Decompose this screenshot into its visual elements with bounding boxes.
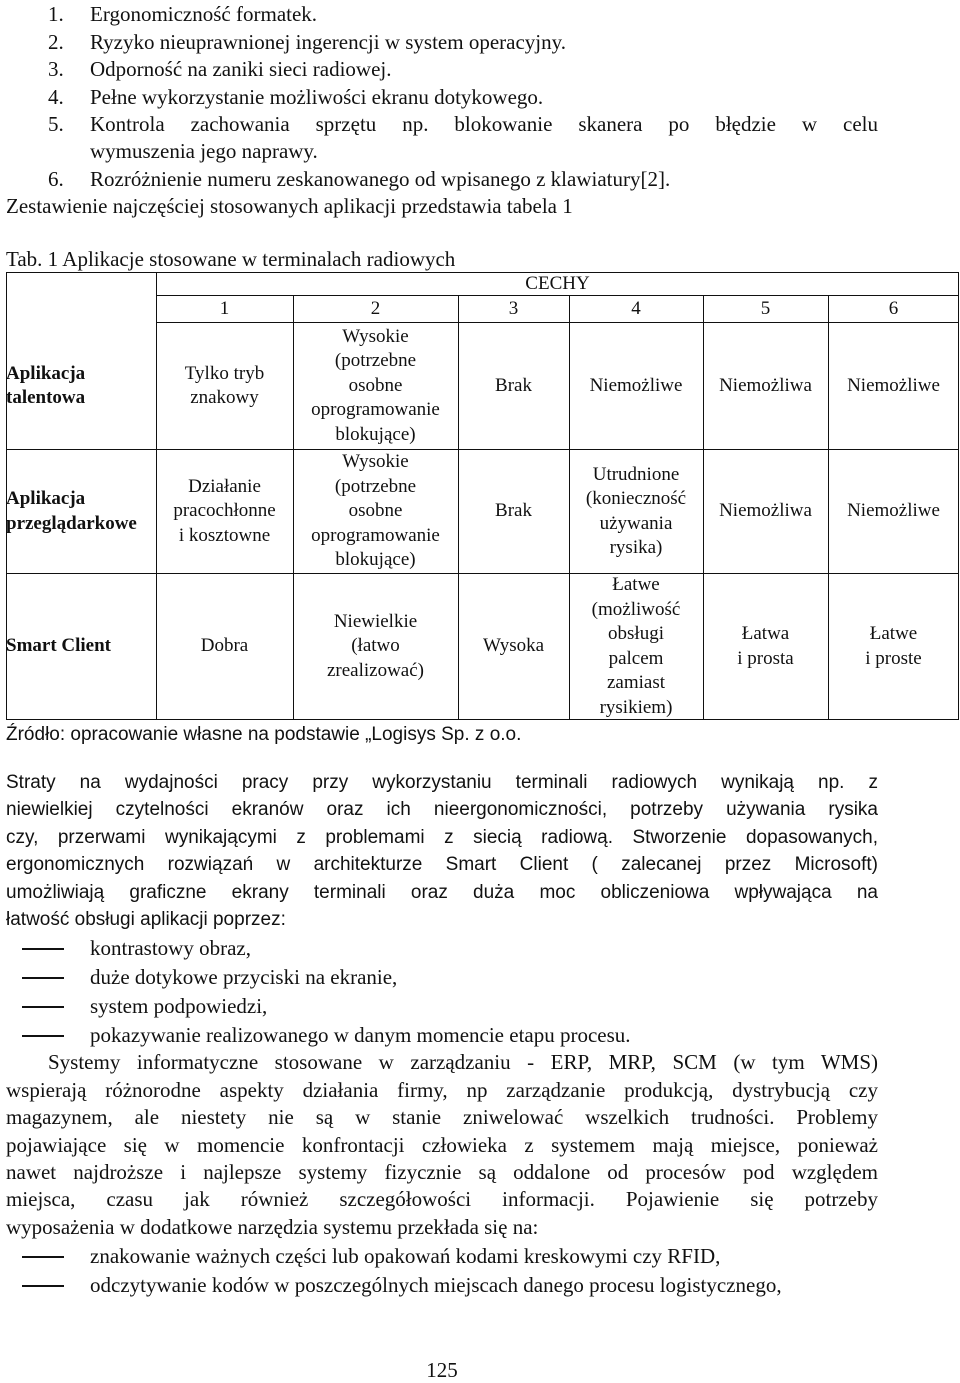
table-cell: Utrudnione (konieczność używania rysika) [585, 463, 687, 558]
list-number: 6. [48, 167, 64, 191]
table-cell: Niemożliwe [847, 500, 940, 522]
paragraph-1-line: łatwość obsługi aplikacji poprzez: [6, 909, 286, 930]
bullet-item: kontrastowy obraz, [90, 936, 251, 960]
list-number: 3. [48, 57, 64, 81]
dash-bullet [22, 1256, 64, 1258]
list-text: Odporność na zaniki sieci radiowej. [90, 57, 392, 81]
paragraph-2-line: magazynem, ale niestety nie są w stanie zniwelować wszelkich trudności. Problemy [6, 1105, 878, 1129]
row-label-smart-client: Smart Client [6, 635, 112, 657]
paragraph-1-line: czy, przerwami wynikającymi z problemami z siecią radiową. Stworzenie dopasowanych, [6, 827, 878, 848]
list-text: Rozróżnienie numeru zeskanowanego od wpisanego z klawiatury[2]. [90, 167, 671, 191]
table-cell: Wysokie (potrzebne osobne oprogramowanie blokujące) [311, 325, 440, 445]
table-cell: Brak [495, 500, 532, 522]
col-number: 1 [219, 297, 230, 319]
list-text-5a: Kontrola zachowania sprzętu np. blokowanie skanera po błędzie w celu [90, 112, 878, 136]
list-item-3 [0, 56, 392, 82]
paragraph-2-line: Systemy informatyczne stosowane w zarządzaniu - ERP, MRP, SCM (w tym WMS) [48, 1050, 878, 1074]
bullet-item: duże dotykowe przyciski na ekranie, [90, 965, 398, 989]
table-cell: Łatwe (możliwość obsługi palcem zamiast rysikiem) [591, 574, 681, 718]
paragraph-2-line: nawet najdroższe i najlepsze systemy fizycznie są oddalone od procesów pod względem [6, 1160, 878, 1184]
page-number: 125 [426, 1358, 458, 1382]
paragraph-2-line: miejsca, czasu jak również szczegółowości informacji. Pojawienie się potrzeby [6, 1187, 878, 1211]
col-number: 5 [760, 297, 771, 319]
list-number: 1. [48, 2, 64, 26]
col-number: 6 [888, 297, 899, 319]
table-cell: Brak [495, 374, 532, 396]
paragraph-1-line: umożliwiają graficzne ekrany terminali oraz duża moc obliczeniowa wpływająca na [6, 882, 878, 903]
list-number: 2. [48, 30, 64, 54]
bullet-item: znakowanie ważnych części lub opakowań kodami kreskowymi czy RFID, [90, 1244, 721, 1268]
bullet-item: pokazywanie realizowanego w danym momencie etapu procesu. [90, 1023, 631, 1047]
row-label-przegladarkowe: Aplikacja przeglądarkowe [6, 488, 137, 534]
dash-bullet [22, 1285, 64, 1287]
list-item-4 [0, 84, 543, 110]
list-text: Ryzyko nieuprawnionej ingerencji w system operacyjny. [90, 30, 566, 54]
paragraph-2-line: wspierają różnorodne aspekty działania firmy, np zarządzanie produkcją, dystrybucją czy [6, 1078, 878, 1102]
table-cell: Niemożliwe [847, 374, 940, 396]
paragraph-1-line: ergonomicznych rozwiązań w architekturze Smart Client ( zalecanej przez Microsoft) [6, 854, 878, 875]
list-number: 4. [48, 85, 64, 109]
table-cell: Tylko tryb znakowy [184, 362, 265, 408]
table-cell: Wysoka [482, 635, 545, 657]
list-text: Pełne wykorzystanie możliwości ekranu dotykowego. [90, 85, 544, 109]
bullet-item: system podpowiedzi, [90, 994, 268, 1018]
dash-bullet [22, 977, 64, 979]
table-cell: Wysokie (potrzebne osobne oprogramowanie blokujące) [311, 451, 440, 571]
list-item-1 [0, 1, 317, 27]
table-cell: Niewielkie (łatwo zrealizować) [326, 610, 425, 681]
list-item-5 [0, 111, 90, 137]
paragraph-1-line: niewielkiej czytelności ekranów oraz ich nieergonomiczności, potrzeby używania rysika [6, 799, 878, 820]
dash-bullet [22, 1006, 64, 1008]
features-table [6, 272, 959, 720]
table-cell: Dobra [200, 635, 249, 657]
row-label-talentowa: Aplikacja talentowa [6, 362, 86, 408]
list-item-6 [0, 166, 670, 192]
col-number: 3 [508, 297, 519, 319]
table-caption: Tab. 1 Aplikacje stosowane w terminalach radiowych [6, 247, 456, 271]
paragraph-1-line: Straty na wydajności pracy przy wykorzystaniu terminali radiowych wynikają np. z [6, 772, 878, 793]
bullet-item: odczytywanie kodów w poszczególnych miejscach danego procesu logistycznego, [90, 1273, 782, 1297]
col-number: 4 [631, 297, 641, 319]
intro-line: Zestawienie najczęściej stosowanych aplikacji przedstawia tabela 1 [6, 194, 573, 218]
table-cell: Niemożliwa [719, 374, 812, 396]
list-text-5b: wymuszenia jego naprawy. [90, 139, 318, 163]
table-cell: Łatwe i proste [865, 623, 922, 669]
list-item-2 [0, 29, 566, 55]
table-cell: Niemożliwa [719, 500, 812, 522]
table-cell: Łatwa i prosta [737, 623, 794, 669]
dash-bullet [22, 1035, 64, 1037]
table-cell: Działanie pracochłonne i kosztowne [173, 475, 276, 546]
list-number: 5. [48, 112, 64, 136]
header-cechy: CECHY [525, 272, 590, 294]
table-cell: Niemożliwe [589, 374, 683, 396]
col-number: 2 [370, 297, 381, 319]
paragraph-2-line: wyposażenia w dodatkowe narzędzia systemu przekłada się na: [6, 1215, 539, 1239]
list-text: Ergonomiczność formatek. [90, 2, 318, 26]
table-source: Źródło: opracowanie własne na podstawie „Logisys Sp. z o.o. [6, 722, 525, 748]
paragraph-2-line: pojawiające się w momencie konfrontacji człowieka z systemem mają miejsce, ponieważ [6, 1133, 878, 1157]
dash-bullet [22, 948, 64, 950]
